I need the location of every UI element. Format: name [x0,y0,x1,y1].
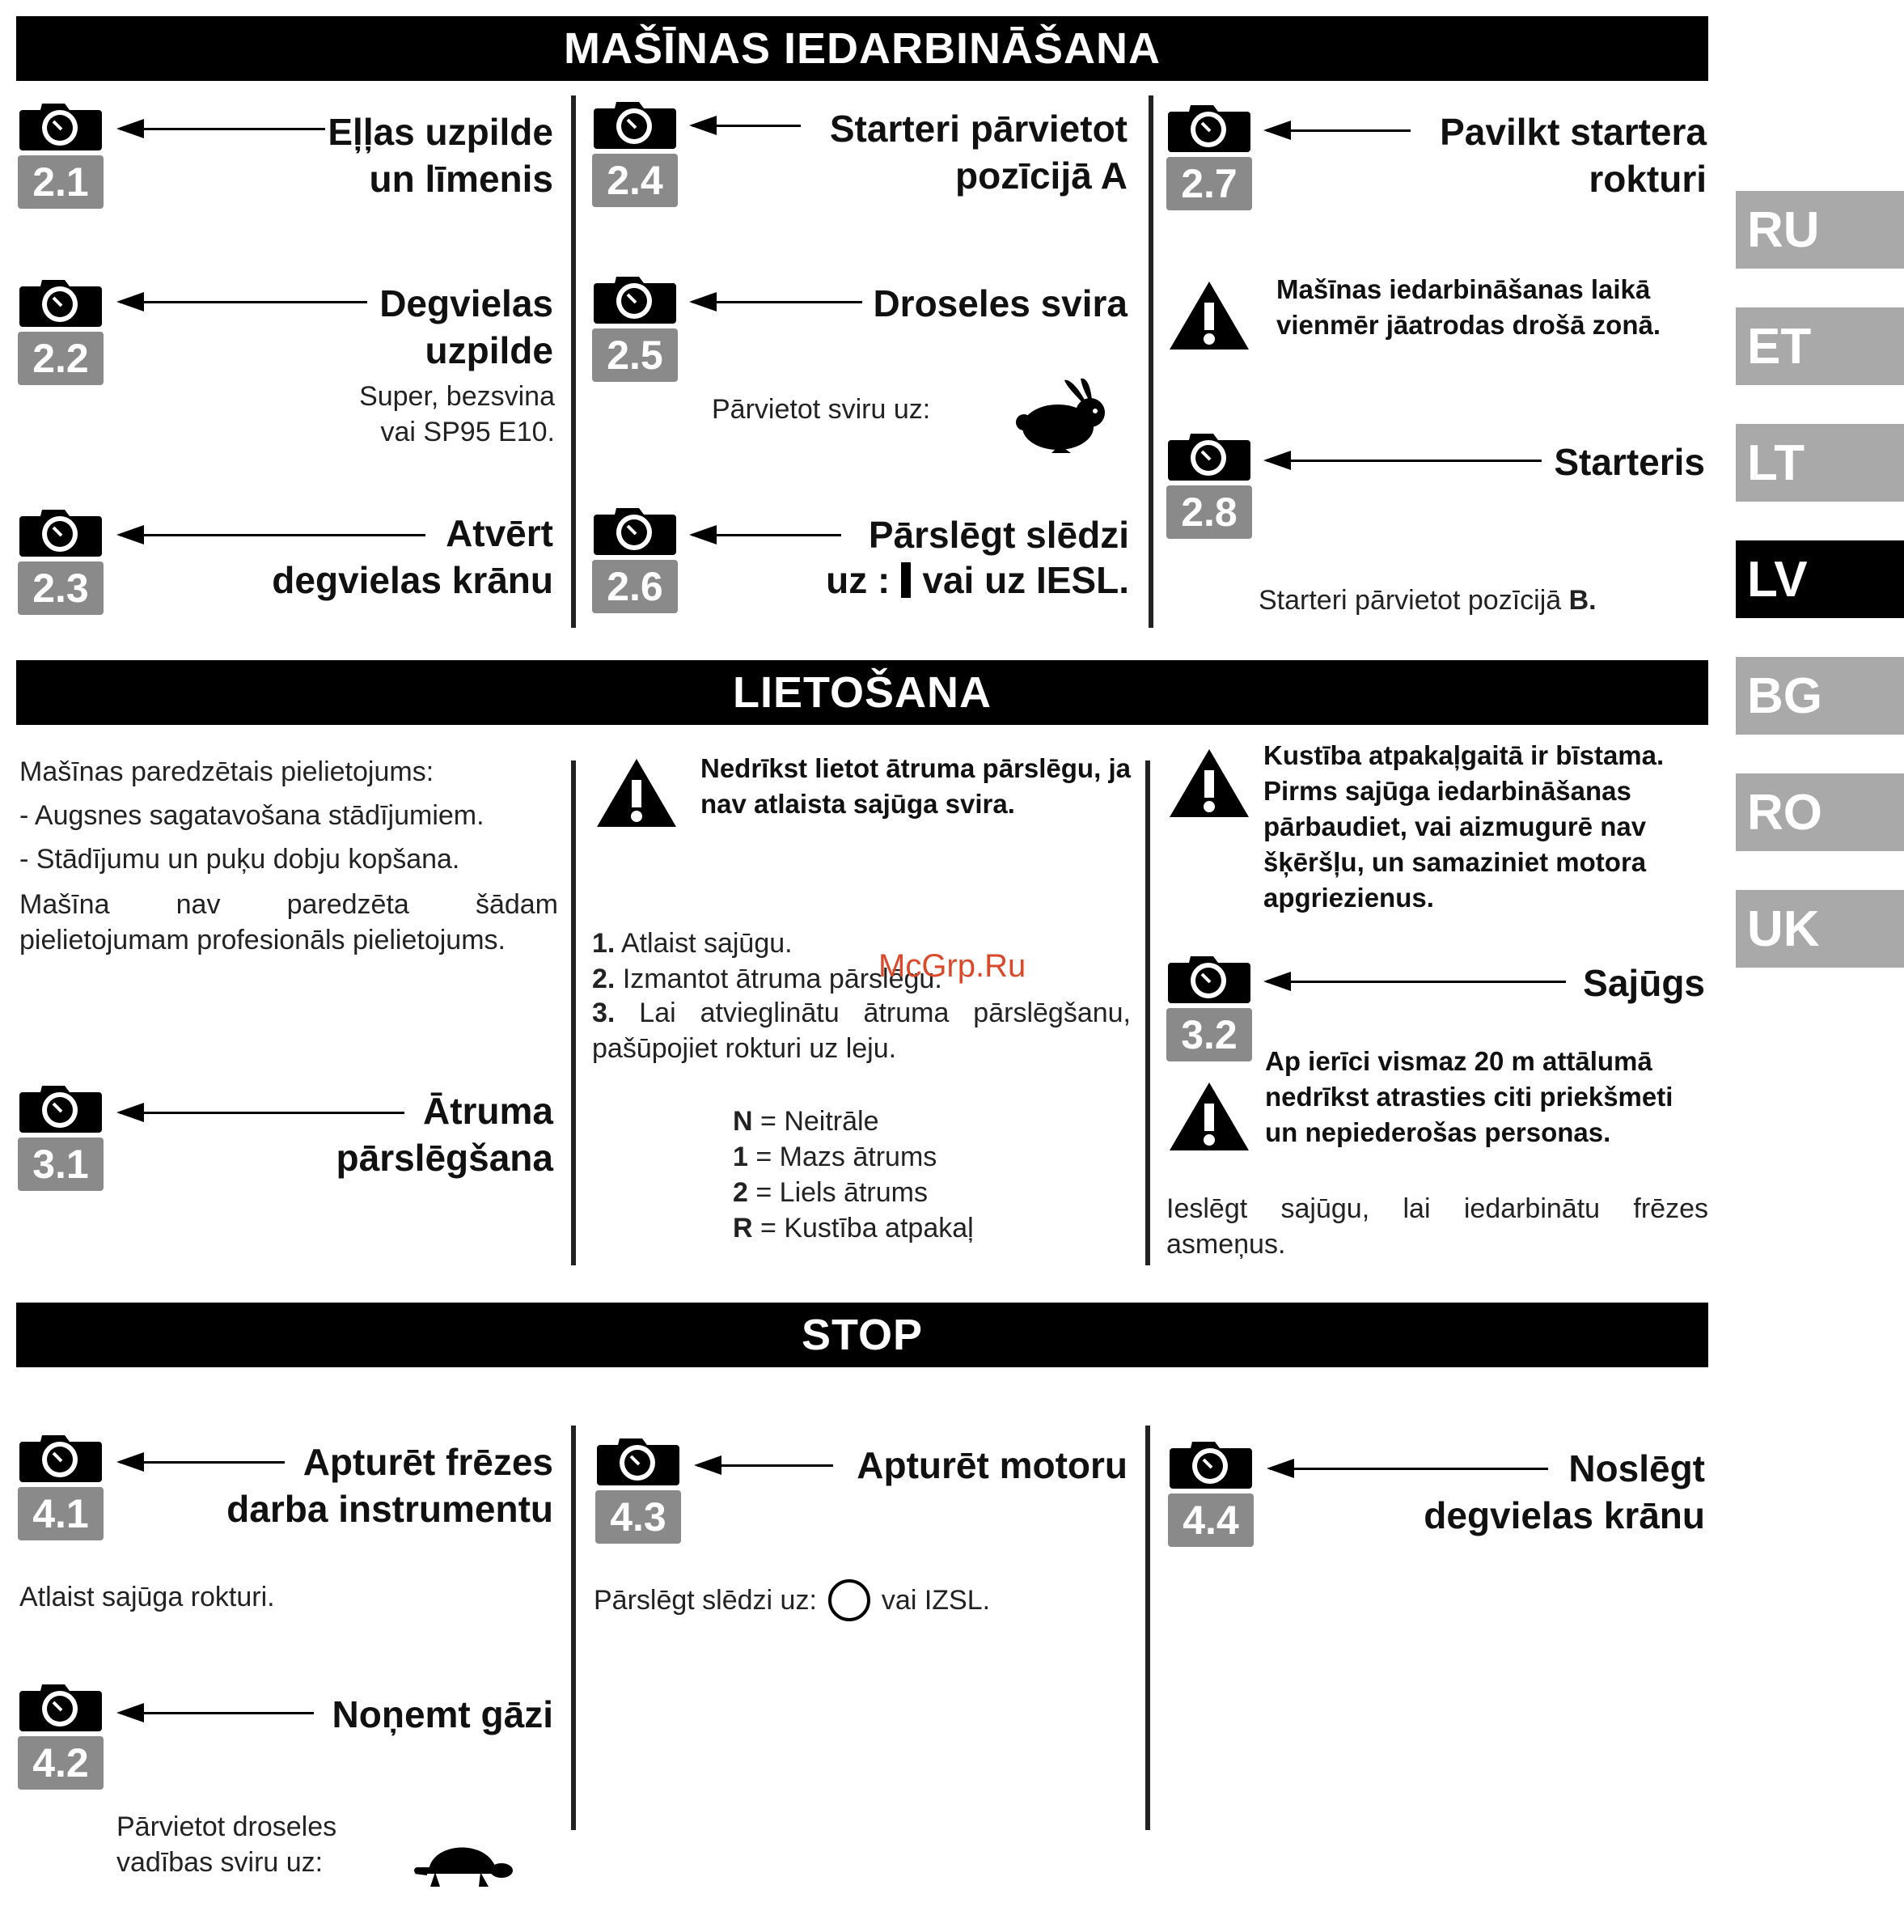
switch-off-label: vai IZSL. [881,1585,991,1616]
rabbit-icon [1011,377,1111,455]
gear-legend-row [733,1175,1121,1210]
warning-distance: Ap ierīci vismaz 20 m attālumā nedrīkst atrasties citi priekšmeti un nepiederošas personas. [1265,1046,1673,1147]
column-divider [1149,95,1153,628]
step-4-1-badge [18,1429,104,1540]
step-2-4-badge [592,95,678,207]
step-2-4-title: Starteri pārvietot pozīcijā A [829,108,1128,197]
step-2-2-badge [18,273,104,385]
step-2-7-title: Pavilkt startera rokturi [1440,111,1707,200]
fuel-note: Super, bezsvina vai SP95 E10. [359,381,555,447]
usage-not-intended: Mašīna nav paredzēta šādam pielietojumam profesionāls pielietojums. [19,889,558,955]
warning-gear-clutch: Nedrīkst lietot ātruma pārslēgu, ja nav atlaista sajūga svira. [700,753,1131,819]
camera-icon [18,1079,104,1133]
warning-triangle-icon [594,756,679,832]
step-2-7-badge [1166,99,1252,210]
step-4-3-badge [595,1432,681,1544]
step-2-1-badge [18,97,104,209]
gear-legend-row [733,1104,1121,1139]
arrow-icon [1267,981,1566,983]
section-title-start: MAŠĪNAS IEDARBINĀŠANA [16,16,1708,81]
section-title-stop: STOP [16,1303,1708,1367]
step-2-2-title: Degvielas uzpilde [379,282,553,371]
step-2-6-badge [592,502,678,613]
step-2-3-title: Atvērt degvielas krānu [272,512,553,601]
camera-icon [1166,950,1252,1003]
switch-off-note-text: Pārslēgt slēdzi uz: [594,1585,817,1616]
language-tab-uk[interactable]: UK [1736,890,1904,968]
step-2-5-title: Droseles svira [873,282,1128,324]
step-number: 2.4 [592,154,678,207]
step-2-6-title: Pārslēgt slēdzi [868,514,1129,556]
camera-icon [592,270,678,324]
step-number: 4.2 [18,1736,104,1790]
step-number: 2.6 [592,560,678,613]
gear-legend-key: 2 [733,1177,748,1208]
off-circle-icon [828,1579,870,1621]
gear-step [592,926,1134,961]
gear-step-number: 2. [592,964,616,994]
language-tab-et[interactable]: ET [1736,307,1904,385]
camera-icon [18,503,104,557]
step-3-1-title: Ātruma pārslēgšana [336,1090,553,1179]
switch-label-on: vai uz IESL. [922,559,1129,601]
camera-icon [595,1432,681,1485]
step-2-6-title-line2 [728,557,1129,604]
starter-note [1259,583,1711,618]
switch-off-note [594,1579,1136,1621]
on-symbol-icon [901,562,911,598]
step-4-2-title: Noņemt gāzi [332,1693,553,1735]
language-tab-ro[interactable]: RO [1736,773,1904,851]
step-number: 2.3 [18,561,104,615]
step-number: 2.2 [18,332,104,385]
language-tab-bg[interactable]: BG [1736,657,1904,735]
camera-icon [18,97,104,150]
starter-note-text: Starteri pārvietot pozīcijā [1259,585,1562,616]
starter-position-b: B. [1568,585,1597,616]
gear-legend-value: = Liels ātrums [755,1177,928,1208]
column-divider [1145,1426,1150,1830]
camera-icon [18,273,104,327]
step-number: 2.8 [1166,485,1252,539]
camera-icon [1168,1435,1254,1489]
language-tab-ru[interactable]: RU [1736,191,1904,269]
arrow-icon [1267,129,1411,132]
switch-label: uz : [826,559,891,601]
watermark: McGrp.Ru [878,948,1026,984]
step-number: 3.1 [18,1138,104,1191]
turtle-icon [411,1835,514,1890]
step-3-1-badge [18,1079,104,1191]
release-clutch-note: Atlaist sajūga rokturi. [19,1582,275,1612]
camera-icon [18,1678,104,1731]
gear-legend-row [733,1210,1121,1246]
step-number: 4.4 [1168,1493,1254,1547]
arrow-icon [1267,460,1542,462]
column-divider [571,761,576,1265]
step-number: 2.5 [592,328,678,382]
step-2-8-title: Starteris [1554,441,1705,483]
gear-legend-key: N [733,1106,753,1137]
usage-intro: Mašīnas paredzētais pielietojums: [19,756,434,787]
warning-reverse: Kustība atpakaļgaitā ir bīstama. Pirms sajūga iedarbināšanas pārbaudiet, vai aizmugurē nav šķēršļu, un samaziniet motora apgriezienus. [1263,740,1665,913]
camera-icon [592,502,678,555]
usage-item: - Augsnes sagatavošana stādījumiem. [19,800,484,831]
camera-icon [592,95,678,149]
gear-legend-value: = Kustība atpakaļ [760,1213,974,1244]
throttle-slow-note: Pārvietot droseles vadības sviru uz: [116,1811,337,1878]
usage-item: - Stādījumu un puķu dobju kopšana. [19,844,460,875]
warning-triangle-icon [1166,746,1252,822]
camera-icon [18,1429,104,1482]
step-number: 4.3 [595,1490,681,1544]
gear-step [592,961,1134,997]
warning-triangle-icon [1166,278,1252,354]
gear-legend-value: = Neitrāle [760,1106,879,1137]
gear-step-number: 1. [592,928,616,959]
step-number: 2.7 [1166,157,1252,210]
step-2-8-badge [1166,427,1252,539]
column-divider [1145,761,1150,1265]
step-4-3-title: Apturēt motoru [857,1444,1128,1486]
camera-icon [1166,427,1252,481]
clutch-note: Ieslēgt sajūgu, lai iedarbinātu frēzes asmeņus. [1166,1193,1708,1260]
column-divider [571,95,576,628]
step-4-2-badge [18,1678,104,1790]
gear-step-text: Izmantot ātruma pārslēgu. [622,964,942,994]
warning-start-zone: Mašīnas iedarbināšanas laikā vienmēr jāatrodas drošā zonā. [1276,274,1661,340]
gear-step-number: 3. [592,998,616,1028]
step-2-1-title: Eļļas uzpilde un līmenis [328,111,553,200]
step-number: 4.1 [18,1487,104,1540]
arrow-icon [692,125,801,127]
gear-legend-key: R [733,1213,753,1244]
throttle-note: Pārvietot sviru uz: [712,394,931,425]
gear-step-text: Atlaist sajūgu. [620,928,793,959]
gear-legend-value: = Mazs ātrums [755,1142,937,1172]
warning-triangle-icon [1166,1079,1252,1155]
step-number: 2.1 [18,155,104,209]
language-tab-lv[interactable]: LV [1736,540,1904,618]
gear-step [592,995,1131,1066]
step-3-2-badge [1166,950,1252,1061]
language-tab-lt[interactable]: LT [1736,424,1904,502]
gear-legend-row [733,1139,1121,1175]
gear-step-text: Lai atvieglinātu ātruma pārslēgšanu, pašūpojiet rokturi uz leju. [592,998,1131,1064]
gear-legend-key: 1 [733,1142,748,1172]
step-4-4-title: Noslēgt degvielas krānu [1424,1447,1705,1536]
step-2-5-badge [592,270,678,382]
column-divider [571,1426,576,1830]
step-4-1-title: Apturēt frēzes darba instrumentu [226,1441,553,1530]
camera-icon [1166,99,1252,152]
section-title-use: LIETOŠANA [16,660,1708,725]
step-number: 3.2 [1166,1008,1252,1061]
step-4-4-badge [1168,1435,1254,1547]
step-2-3-badge [18,503,104,615]
step-3-2-title: Sajūgs [1583,962,1705,1004]
